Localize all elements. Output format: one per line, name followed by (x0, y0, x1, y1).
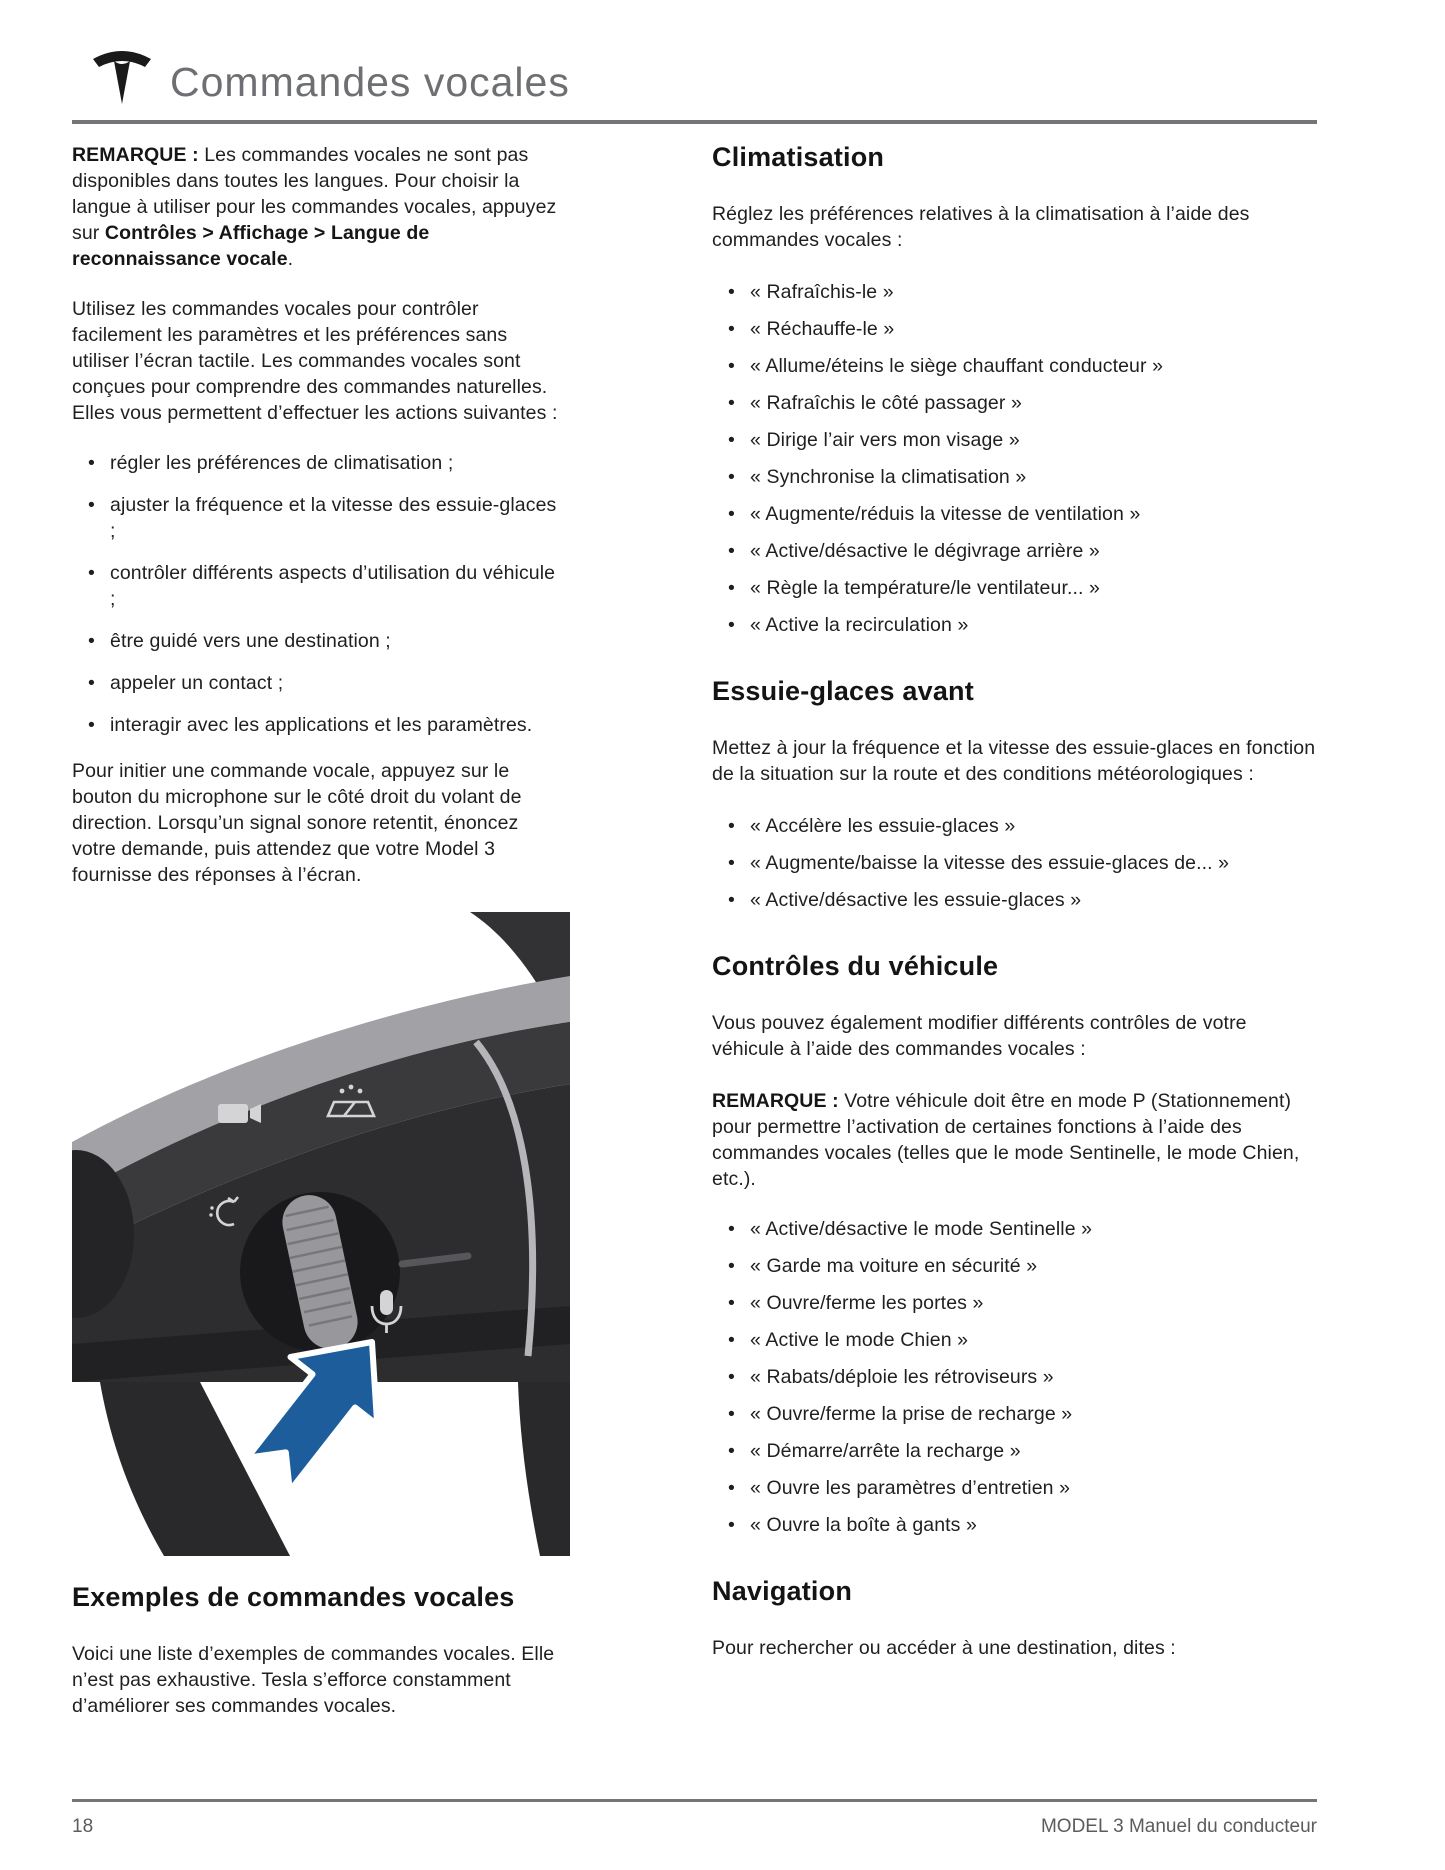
list-item: • régler les préférences de climatisation ; (72, 450, 562, 476)
menu-path-controls: Contrôles (104, 222, 197, 244)
section-note (712, 1088, 1318, 1192)
page-number: 18 (72, 1816, 94, 1837)
vehicle-commands-list (712, 1216, 1318, 1538)
section-heading: Navigation (712, 1576, 853, 1606)
list-item: • être guidé vers une destination ; (72, 628, 562, 654)
voice-command-item: • « Ouvre/ferme la prise de recharge » (712, 1401, 1318, 1427)
steering-wheel-figure (72, 912, 570, 1556)
voice-command-item: • « Rafraîchis-le » (712, 279, 1318, 305)
section-heading: Contrôles du véhicule (712, 951, 999, 981)
list-item: • appeler un contact ; (72, 670, 562, 696)
voice-command-item: • « Réchauffe-le » (712, 316, 1318, 342)
section-intro: Mettez à jour la fréquence et la vitesse des essuie-glaces en fonction de la situation sur la route et des conditions météorologiques : (712, 737, 1316, 785)
voice-command-item: • « Ouvre les paramètres d’entretien » (712, 1475, 1318, 1501)
list-item: • ajuster la fréquence et la vitesse des essuie-glaces ; (72, 492, 562, 544)
initiate-paragraph: Pour initier une commande vocale, appuyez sur le bouton du microphone sur le côté droit du volant de direction. Lorsqu’un signal sonore retentit, énoncez votre demande, puis attendez que votre Model 3 fournisse des réponses à l’écran. (72, 760, 522, 886)
section-intro: Pour rechercher ou accéder à une destination, dites : (712, 1637, 1176, 1659)
section-navigation (712, 1576, 1318, 1661)
voice-command-item: • « Allume/éteins le siège chauffant conducteur » (712, 353, 1318, 379)
examples-heading: Exemples de commandes vocales (72, 1582, 515, 1612)
voice-command-item: • « Dirige l’air vers mon visage » (712, 427, 1318, 453)
voice-command-item: • « Accélère les essuie-glaces » (712, 813, 1318, 839)
voice-command-item: • « Active/désactive les essuie-glaces » (712, 887, 1318, 913)
voice-command-item: • « Active la recirculation » (712, 612, 1318, 638)
examples-paragraph: Voici une liste d’exemples de commandes vocales. Elle n’est pas exhaustive. Tesla s’efforce constamment d’améliorer ses commandes vocales. (72, 1643, 555, 1717)
section-intro: Vous pouvez également modifier différents contrôles de votre véhicule à l’aide des commandes vocales : (712, 1012, 1247, 1060)
voice-command-item: • « Garde ma voiture en sécurité » (712, 1253, 1318, 1279)
section-controles-vehicule (712, 951, 1318, 1538)
menu-path-language: Langue de reconnaissance vocale (72, 222, 430, 270)
note-body: Les commandes vocales ne sont pas disponibles dans toutes les langues. Pour choisir la langue à utiliser pour les commandes vocales, appuyez sur (72, 144, 557, 244)
voice-command-item: • « Ouvre/ferme les portes » (712, 1290, 1318, 1316)
voice-command-item: • « Ouvre la boîte à gants » (712, 1512, 1318, 1538)
voice-command-item: • « Rabats/déploie les rétroviseurs » (712, 1364, 1318, 1390)
list-item: • interagir avec les applications et les paramètres. (72, 712, 562, 738)
voice-command-item: • « Active/désactive le mode Sentinelle » (712, 1216, 1318, 1242)
section-climatisation (712, 142, 1318, 638)
note-body: Votre véhicule doit être en mode P (Stationnement) pour permettre l’activation de certaines fonctions à l’aide des commandes vocales (telles que le mode Sentinelle, le mode Chien, etc.). (712, 1090, 1300, 1190)
intro-paragraph: Utilisez les commandes vocales pour contrôler facilement les paramètres et les préférences sans utiliser l’écran tactile. Les commandes vocales sont conçues pour comprendre des commandes naturelles. Elles vous permettent d’effectuer les actions suivantes : (72, 298, 558, 424)
section-essuie-glaces (712, 676, 1318, 913)
section-intro: Réglez les préférences relatives à la climatisation à l’aide des commandes vocales : (712, 203, 1250, 251)
climate-commands-list (712, 279, 1318, 638)
left-column (72, 142, 562, 1743)
voice-command-item: • « Rafraîchis le côté passager » (712, 390, 1318, 416)
voice-command-item: • « Augmente/baisse la vitesse des essuie-glaces de... » (712, 850, 1318, 876)
section-heading: Essuie-glaces avant (712, 676, 974, 706)
tesla-logo-icon (92, 48, 152, 106)
voice-command-item: • « Règle la température/le ventilateur... » (712, 575, 1318, 601)
manual-title: MODEL 3 Manuel du conducteur (1040, 1816, 1317, 1837)
footer (72, 1816, 1317, 1838)
voice-command-item: • « Active le mode Chien » (712, 1327, 1318, 1353)
wiper-commands-list (712, 813, 1318, 913)
list-item: • contrôler différents aspects d’utilisation du véhicule ; (72, 560, 562, 612)
menu-path-display: Affichage (218, 222, 309, 244)
footer-rule (72, 1799, 1317, 1802)
voice-command-item: • « Démarre/arrête la recharge » (712, 1438, 1318, 1464)
voice-command-item: • « Synchronise la climatisation » (712, 464, 1318, 490)
note-languages: REMARQUE : Les commandes vocales ne sont pas disponibles dans toutes les langues. Pour choisir la langue à utiliser pour les commandes vocales, appuyez sur Contrôles > Affichage > Langue de reconnaissance vocale. (72, 144, 557, 270)
section-heading: Climatisation (712, 142, 885, 172)
voice-command-item: • « Active/désactive le dégivrage arrière » (712, 538, 1318, 564)
header-rule (72, 120, 1317, 124)
page-title: Commandes vocales (170, 59, 570, 105)
voice-actions-list (72, 450, 562, 738)
note-label: REMARQUE : (712, 1090, 839, 1112)
steering-wheel-photo (72, 912, 570, 1556)
note-label: REMARQUE : (72, 144, 199, 166)
voice-command-item: • « Augmente/réduis la vitesse de ventilation » (712, 501, 1318, 527)
right-column (712, 142, 1318, 1699)
